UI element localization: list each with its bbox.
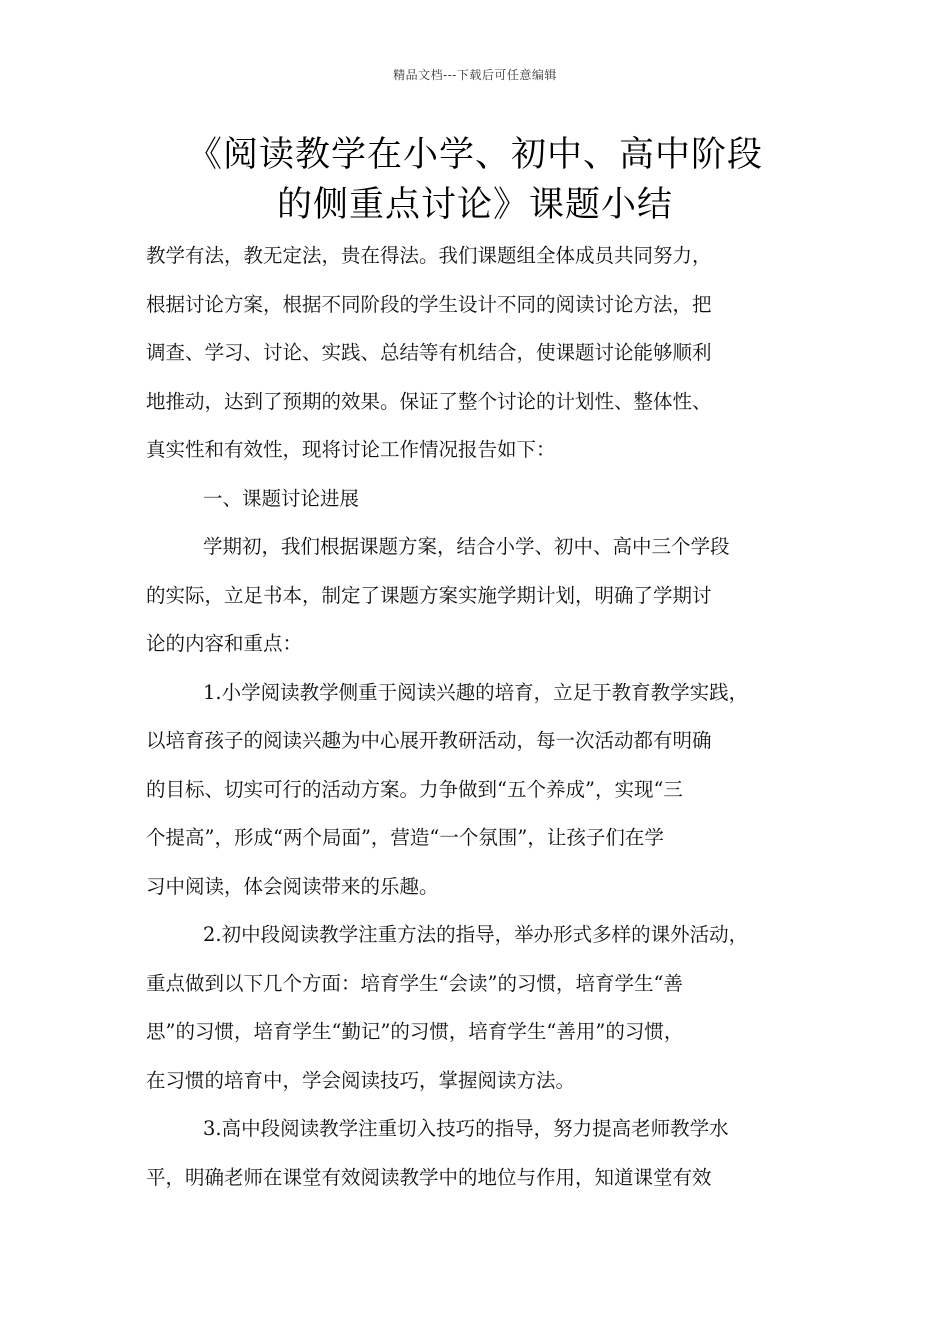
text-line: 学期初，我们根据课题方案，结合小学、初中、高中三个学段 [203, 535, 730, 558]
primary-school-paragraph [146, 669, 816, 912]
text-line: 3.高中段阅读教学注重切入技巧的指导，努力提高老师教学水 [203, 1117, 729, 1140]
text-line: 真实性和有效性，现将讨论工作情况报告如下： [146, 438, 556, 461]
text-line: 教学有法，教无定法，贵在得法。我们课题组全体成员共同努力， [146, 244, 712, 267]
text-line: 2.初中段阅读教学注重方法的指导，举办形式多样的课外活动， [203, 923, 749, 946]
text-line: 习中阅读，体会阅读带来的乐趣。 [146, 874, 439, 898]
plan-paragraph [146, 523, 816, 669]
section-heading-text: 一、课题讨论进展 [203, 486, 360, 510]
text-line: 的实际，立足书本，制定了课题方案实施学期计划，明确了学期讨 [146, 583, 712, 607]
document-title [0, 130, 950, 230]
section-heading [146, 475, 816, 524]
text-line: 根据讨论方案，根据不同阶段的学生设计不同的阅读讨论方法，把 [146, 292, 712, 316]
text-line: 调查、学习、讨论、实践、总结等有机结合，使课题讨论能够顺利 [146, 341, 712, 364]
text-line: 个提高”，形成“两个局面”，营造“一个氛围”，让孩子们在学 [146, 826, 664, 849]
title-line-2: 的侧重点讨论》课题小结 [276, 185, 673, 225]
text-line: 平，明确老师在课堂有效阅读教学中的地位与作用，知道课堂有效 [146, 1165, 712, 1189]
text-line: 地推动，达到了预期的效果。保证了整个讨论的计划性、整体性、 [146, 389, 712, 413]
high-school-paragraph [146, 1105, 816, 1202]
text-line: 论的内容和重点： [146, 632, 303, 655]
middle-school-paragraph [146, 911, 816, 1105]
text-line: 在习惯的培育中，学会阅读技巧，掌握阅读方法。 [146, 1068, 576, 1092]
text-line: 思”的习惯，培育学生“勤记”的习惯，培育学生“善用”的习惯， [146, 1020, 684, 1043]
intro-paragraph [146, 232, 816, 475]
text-line: 1.小学阅读教学侧重于阅读兴趣的培育，立足于教育教学实践， [203, 680, 749, 704]
document-body [146, 232, 816, 1202]
text-line: 的目标、切实可行的活动方案。力争做到“五个养成”，实现“三 [146, 777, 683, 801]
header-note: 精品文档---下载后可任意编辑 [393, 68, 557, 82]
text-line: 重点做到以下几个方面：培育学生“会读”的习惯，培育学生“善 [146, 971, 683, 995]
text-line: 以培育孩子的阅读兴趣为中心展开教研活动，每一次活动都有明确 [146, 729, 712, 752]
title-line-1: 《阅读教学在小学、初中、高中阶段 [186, 135, 763, 175]
